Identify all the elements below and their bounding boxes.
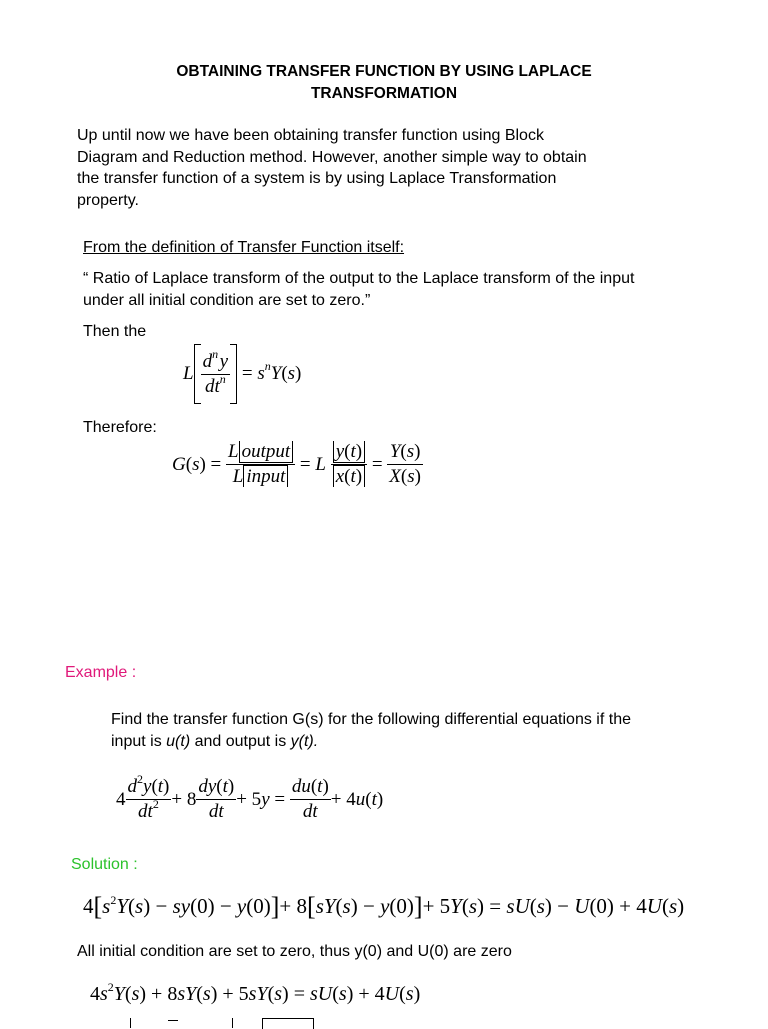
input-symbol: u(t)	[166, 732, 191, 750]
definition-quote	[83, 268, 634, 311]
output-symbol: y(t).	[290, 732, 319, 750]
laplace-derivative-equation: L $\frac{d^n y}{dt^n}$ = $s^nY(s)$	[183, 344, 301, 408]
initial-condition-note: All initial condition are set to zero, thus y(0) and U(0) are zero	[77, 943, 512, 960]
page-title-line-2: TRANSFORMATION	[310, 85, 458, 102]
definition-heading: From the definition of Transfer Function itself:	[83, 239, 405, 256]
intro-line: property.	[77, 191, 139, 209]
differential-equation: 4 $\frac{d^2y(t)}{dt^2}$ + 8 $\frac{dy(t)}{dt}$ + 5y = $\frac{du(t)}{dt}$ + 4u(t)	[116, 772, 384, 822]
task-line: input is u(t) and output is y(t).	[111, 732, 319, 750]
intro-line: Up until now we have been obtaining transfer function using Block	[77, 127, 544, 144]
intro-line: the transfer function of a system is by using Laplace Transformation	[77, 170, 557, 187]
task-line: Find the transfer function G(s) for the following differential equations if the	[111, 711, 631, 728]
cutoff-fraction-bar	[168, 1020, 178, 1021]
then-text: Then the	[83, 323, 147, 340]
transformed-equation: $4[s^2Y(s) - sy(0) - y(0)]+ 8[sY(s) - y(0)]+ 5Y(s) = sU(s) - U(0) + 4U(s)$	[83, 892, 685, 921]
intro-line: Diagram and Reduction method. However, another simple way to obtain	[77, 148, 587, 166]
transfer-function-definition-equation: G(s) = $\frac{\text{L output}}{\text{L input}}$ = L $\frac{y(t)}{x(t)}$ = $\frac{Y(s)}{X(s)}$	[172, 441, 421, 487]
quote-line: “ Ratio of Laplace transform of the output to the Laplace transform of the input	[83, 270, 635, 287]
page-title-line-1: OBTAINING TRANSFER FUNCTION BY USING LAPLACE	[176, 63, 592, 80]
solution-label: Solution :	[71, 856, 138, 873]
simplified-equation: $4s^2Y(s) + 8sY(s) + 5sY(s) = sU(s) + 4U(s)$	[90, 980, 421, 1005]
example-task	[111, 709, 631, 752]
cutoff-bracket	[130, 1018, 137, 1028]
example-label: Example :	[65, 664, 137, 681]
quote-line: under all initial condition are set to zero.”	[83, 291, 371, 309]
cutoff-bracket	[232, 1018, 239, 1028]
therefore-text: Therefore:	[83, 419, 157, 436]
intro-paragraph	[77, 125, 587, 211]
